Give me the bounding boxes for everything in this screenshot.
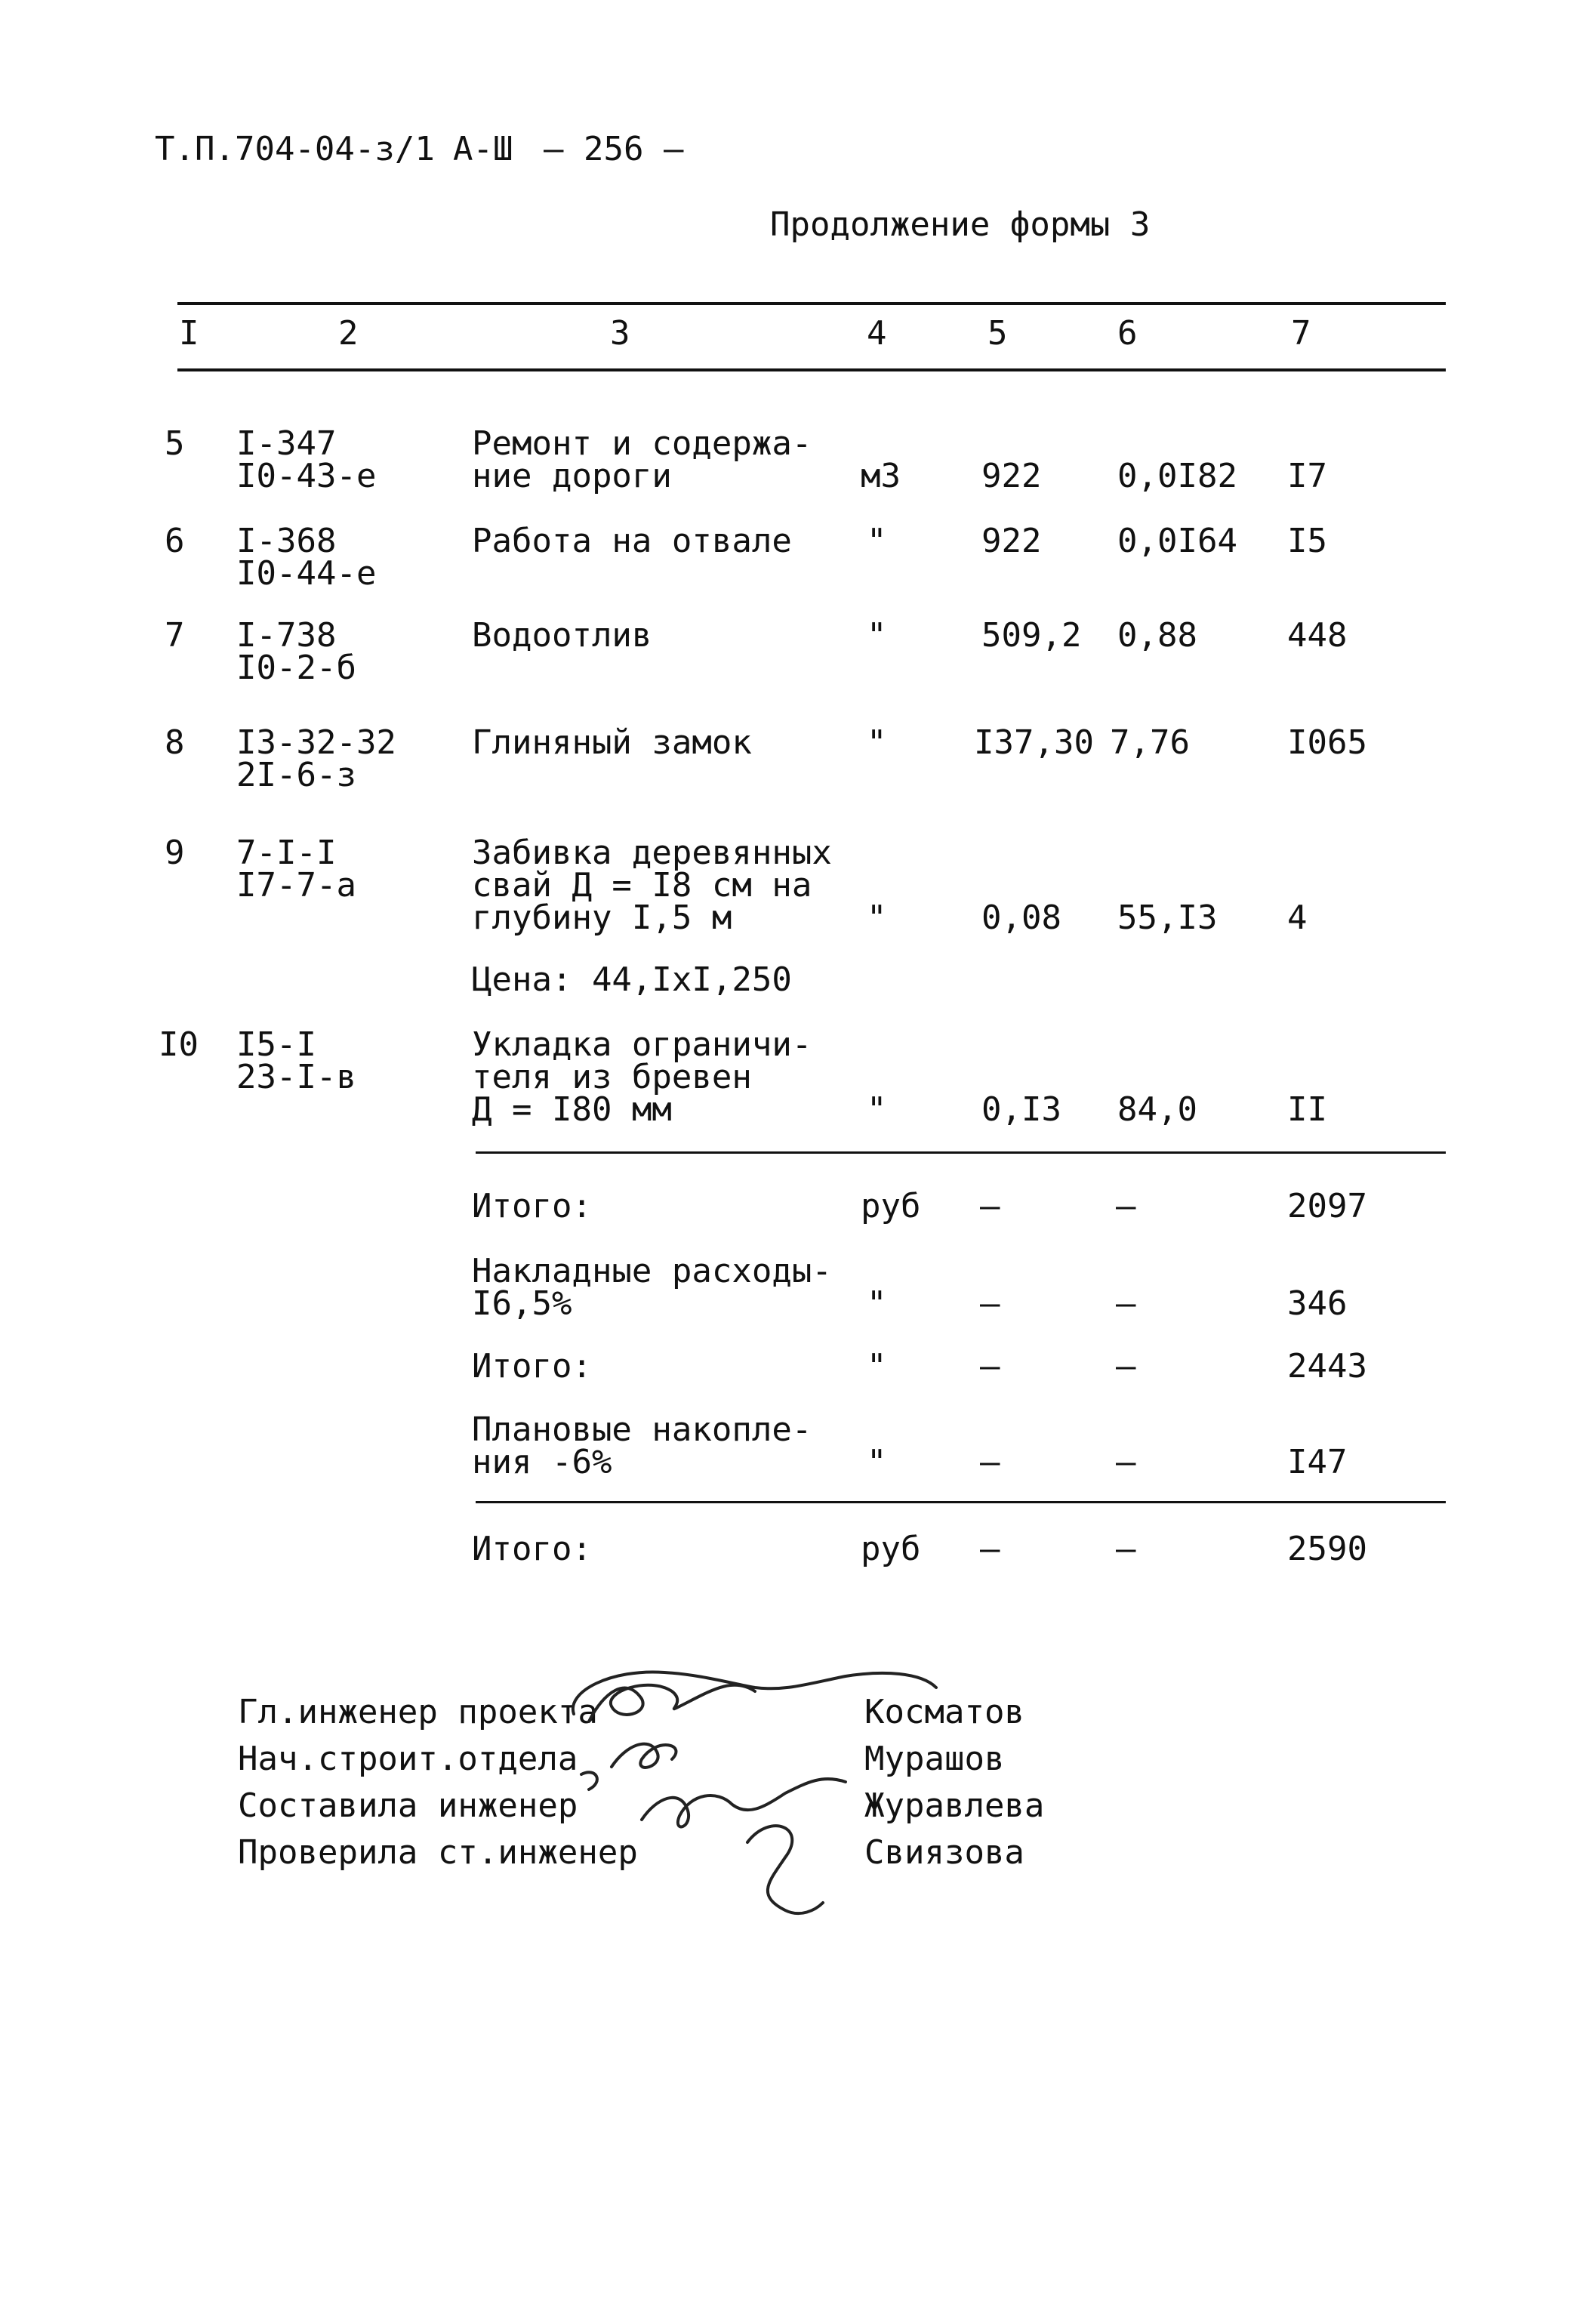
unit-price: 84,0 <box>1117 1090 1197 1129</box>
totals-unit: " <box>867 1284 887 1323</box>
totals-rule <box>476 1151 1446 1154</box>
totals-label: Итого: <box>472 1187 592 1225</box>
totals-sum: 2097 <box>1287 1187 1367 1225</box>
totals-unit: руб <box>861 1530 921 1568</box>
column-header-1: I <box>179 314 199 353</box>
unit-price: 0,0I82 <box>1117 457 1237 495</box>
row-number: 6 <box>165 522 185 560</box>
totals-qty: — <box>980 1347 1000 1386</box>
unit: " <box>867 522 887 560</box>
quantity: 922 <box>981 522 1042 560</box>
norm-code: I-738 I0-2-б <box>236 616 356 687</box>
row-number: 8 <box>165 723 185 762</box>
totals-price: — <box>1116 1347 1136 1386</box>
work-name: Водоотлив <box>472 616 652 655</box>
unit: " <box>867 899 887 937</box>
totals-unit: руб <box>861 1187 921 1225</box>
totals-unit: " <box>867 1443 887 1481</box>
norm-code: I5-I 23-I-в <box>236 1025 356 1096</box>
total-cost: I5 <box>1287 522 1327 560</box>
totals-qty: — <box>980 1284 1000 1323</box>
norm-code: I-347 I0-43-е <box>236 424 377 495</box>
totals-unit: " <box>867 1347 887 1386</box>
row-number: 9 <box>165 834 185 872</box>
work-name: Работа на отвале <box>472 522 792 560</box>
total-cost: I7 <box>1287 457 1327 495</box>
document-code: Т.П.704-04-з/1 <box>155 130 435 168</box>
totals-qty: — <box>980 1443 1000 1481</box>
row-number: 7 <box>165 616 185 655</box>
column-header-5: 5 <box>987 314 1008 353</box>
total-cost: 4 <box>1287 899 1308 937</box>
total-cost: II <box>1287 1090 1327 1129</box>
totals-qty: — <box>980 1530 1000 1568</box>
norm-code: 7-I-I I7-7-а <box>236 834 356 905</box>
unit: м3 <box>861 457 901 495</box>
column-header-2: 2 <box>338 314 359 353</box>
work-name: Глиняный замок <box>472 723 752 762</box>
table-top-rule <box>177 302 1446 305</box>
signature-role: Нач.строит.отдела <box>238 1740 578 1778</box>
signature-role: Составила инженер <box>238 1786 578 1825</box>
signature-name: Косматов <box>864 1693 1024 1731</box>
totals-sum: 2443 <box>1287 1347 1367 1386</box>
totals-sum: 2590 <box>1287 1530 1367 1568</box>
work-name: Забивка деревянных свай Д = I8 см на глубину I,5 м <box>472 834 832 937</box>
totals-label: Плановые накопле- ния -6% <box>472 1410 812 1481</box>
unit-price: 0,88 <box>1117 616 1197 655</box>
totals-sum: I47 <box>1287 1443 1348 1481</box>
signature-role: Проверила ст.инженер <box>238 1833 638 1872</box>
signature-name: Свиязова <box>864 1833 1024 1872</box>
row-number: I0 <box>159 1025 199 1064</box>
total-cost: 448 <box>1287 616 1348 655</box>
total-cost: I065 <box>1287 723 1367 762</box>
totals-label: Итого: <box>472 1347 592 1386</box>
quantity: I37,30 <box>974 723 1094 762</box>
totals-sum: 346 <box>1287 1284 1348 1323</box>
column-header-4: 4 <box>867 314 887 353</box>
unit: " <box>867 1090 887 1129</box>
album-code: А-Ш <box>453 130 513 168</box>
norm-code: I3-32-32 2I-6-з <box>236 723 396 794</box>
unit-price: 0,0I64 <box>1117 522 1237 560</box>
final-total-rule <box>476 1501 1446 1503</box>
signature-name: Мурашов <box>864 1740 1005 1778</box>
quantity: 0,08 <box>981 899 1061 937</box>
work-name: Укладка ограничи- теля из бревен Д = I80 мм <box>472 1025 812 1129</box>
norm-code: I-368 I0-44-е <box>236 522 377 593</box>
signature-role: Гл.инженер проекта <box>238 1693 598 1731</box>
totals-price: — <box>1116 1284 1136 1323</box>
totals-qty: — <box>980 1187 1000 1225</box>
quantity: 509,2 <box>981 616 1082 655</box>
quantity: 922 <box>981 457 1042 495</box>
unit-price: 7,76 <box>1110 723 1190 762</box>
work-name: Ремонт и содержа- ние дороги <box>472 424 812 495</box>
page-number: — 256 — <box>544 130 684 168</box>
totals-price: — <box>1116 1187 1136 1225</box>
totals-label: Итого: <box>472 1530 592 1568</box>
unit-price: 55,I3 <box>1117 899 1218 937</box>
totals-label: Накладные расходы- I6,5% <box>472 1252 832 1323</box>
table-header-rule <box>177 368 1446 371</box>
unit: " <box>867 723 887 762</box>
column-header-3: 3 <box>610 314 630 353</box>
totals-price: — <box>1116 1443 1136 1481</box>
column-header-7: 7 <box>1291 314 1311 353</box>
handwritten-signatures <box>559 1661 981 1933</box>
unit: " <box>867 616 887 655</box>
totals-price: — <box>1116 1530 1136 1568</box>
price-note: Цена: 44,IxI,250 <box>472 960 792 999</box>
column-header-6: 6 <box>1117 314 1138 353</box>
row-number: 5 <box>165 424 185 463</box>
form-subtitle: Продолжение формы 3 <box>770 205 1151 244</box>
signature-name: Журавлева <box>864 1786 1045 1825</box>
quantity: 0,I3 <box>981 1090 1061 1129</box>
